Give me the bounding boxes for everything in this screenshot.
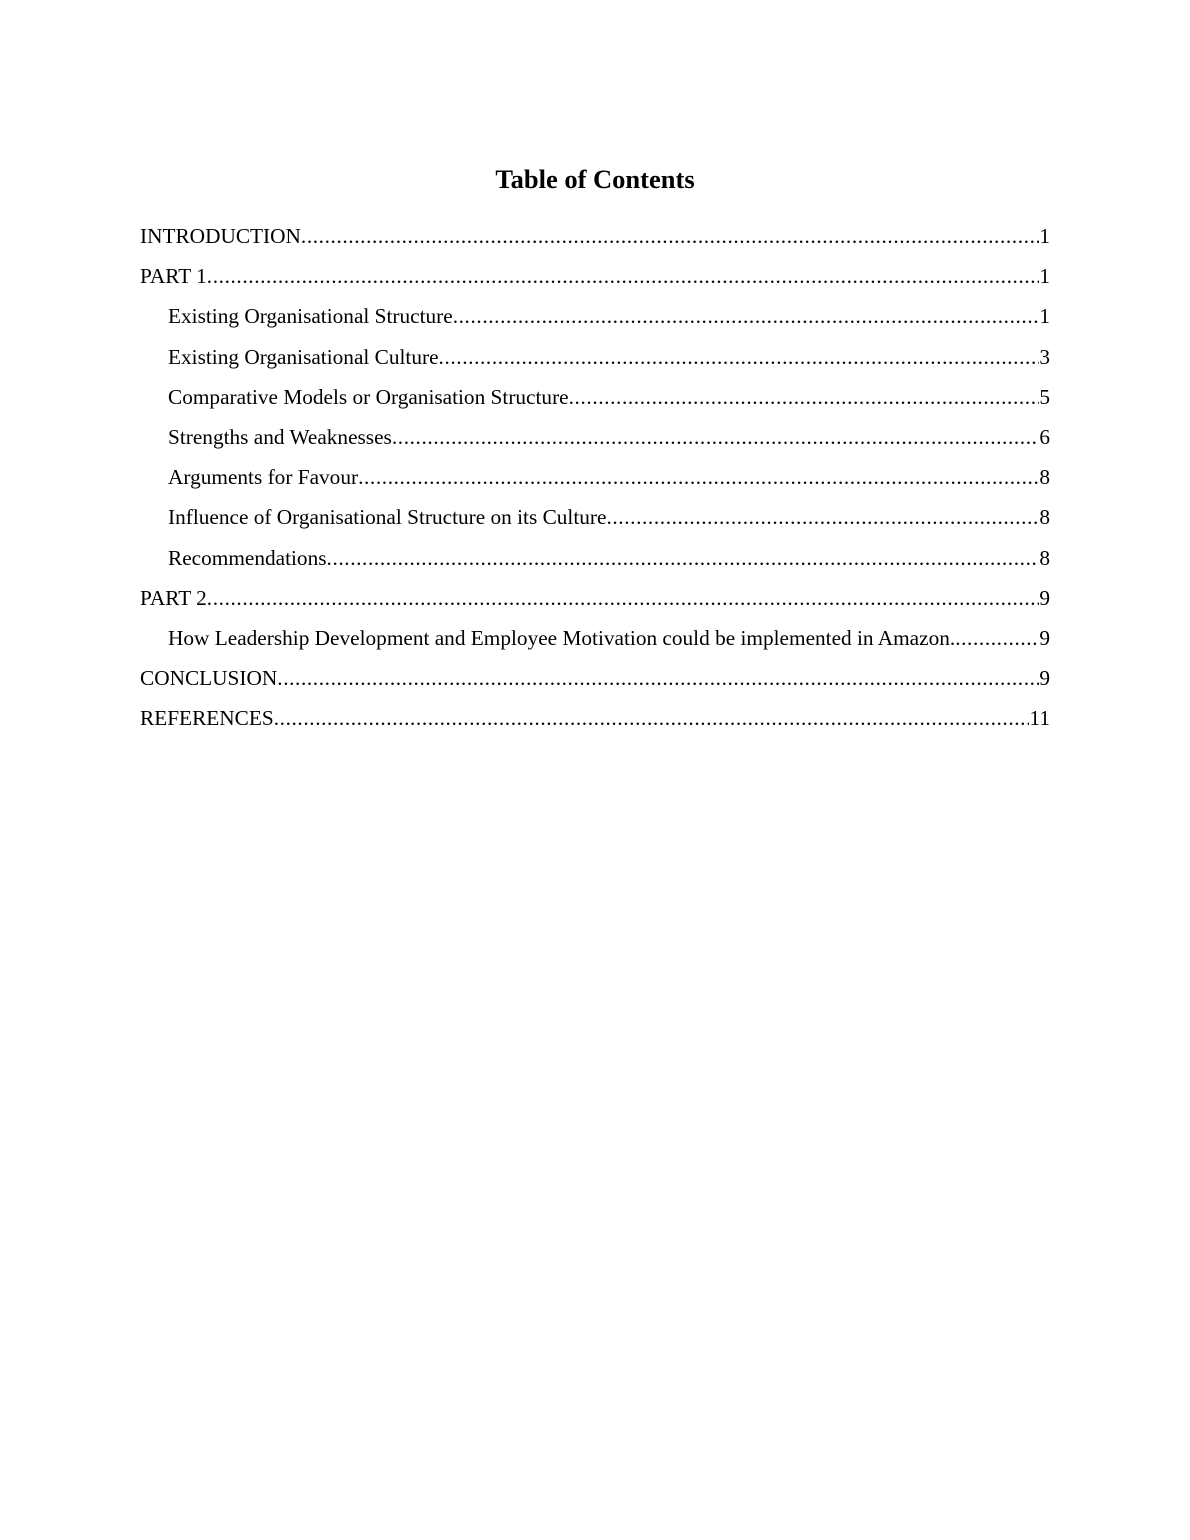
toc-entry-strengths-weaknesses[interactable] [140,417,1050,457]
toc-entry-conclusion[interactable] [140,658,1050,698]
toc-page-number: 8 [1039,545,1050,570]
toc-page-number: 6 [1039,424,1050,449]
toc-entry-text: Recommendations [168,545,327,570]
toc-title: Table of Contents [495,164,695,194]
dot-leader [274,698,1030,738]
dot-leader [392,417,1040,457]
toc-entry-part-2[interactable] [140,578,1050,618]
toc-page-number: 8 [1039,465,1050,490]
toc-page-number: 9 [1039,625,1050,650]
toc-entry-text: PART 2 [140,585,207,610]
toc-entry-text: INTRODUCTION [140,224,301,248]
toc-entry-text: CONCLUSION [140,666,278,691]
dot-leader [358,457,1039,497]
dot-leader [301,216,1039,256]
toc-entry-text: How Leadership Development and Employee Motivation could be implemented in Amazon. [168,625,956,650]
toc-page-number: 9 [1039,666,1050,691]
dot-leader [207,256,1040,296]
toc-entry-leadership-development[interactable] [140,618,1050,658]
toc-entry-influence-structure[interactable] [140,497,1050,537]
dot-leader [453,296,1040,336]
toc-entry-introduction[interactable] [140,216,1050,256]
dot-leader [569,377,1040,417]
toc-page-number: 9 [1039,585,1050,610]
toc-entry-text: Influence of Organisational Structure on its Culture [168,505,607,530]
toc-entry-text: Arguments for Favour [168,465,359,490]
toc-entry-existing-culture[interactable] [140,337,1050,377]
toc-entry-text: Existing Organisational Culture [168,344,439,369]
toc-entry-text: Comparative Models or Organisation Structure [168,384,569,409]
toc-page-number: 1 [1039,224,1050,248]
dot-leader [327,538,1040,578]
dot-leader [277,658,1039,698]
toc-page-number: 8 [1039,505,1050,530]
toc-page-number: 3 [1039,344,1050,369]
toc-page-number: 5 [1039,384,1050,409]
toc-entry-existing-structure[interactable] [140,296,1050,336]
dot-leader [207,578,1040,618]
toc-entry-references[interactable] [140,698,1050,738]
toc-entry-text: PART 1 [140,264,207,289]
dot-leader [606,497,1039,537]
toc-entry-recommendations[interactable] [140,538,1050,578]
toc-entry-text: REFERENCES [140,706,274,731]
dot-leader [955,618,1039,658]
toc-page-number: 1 [1039,304,1050,329]
dot-leader [439,337,1040,377]
toc-entry-text: Strengths and Weaknesses [168,424,392,449]
toc-page-number: 11 [1029,706,1050,731]
toc-list [140,216,1050,738]
toc-entry-part-1[interactable] [140,256,1050,296]
toc-page-number: 1 [1039,264,1050,289]
toc-entry-arguments-favour[interactable] [140,457,1050,497]
toc-entry-text: Existing Organisational Structure [168,304,453,329]
toc-entry-comparative-models[interactable] [140,377,1050,417]
